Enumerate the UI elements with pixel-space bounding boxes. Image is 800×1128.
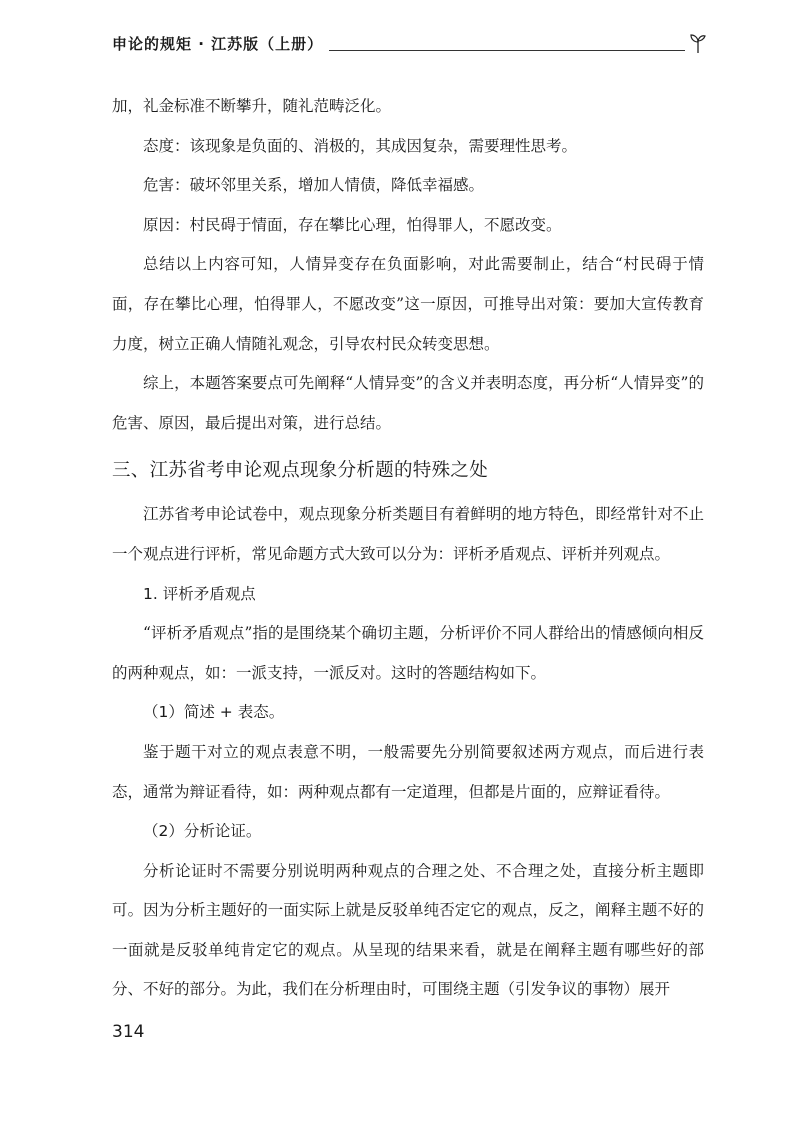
page-number: 314	[112, 1022, 145, 1042]
sprout-icon	[689, 32, 707, 54]
running-header	[112, 28, 707, 54]
header-rule	[329, 50, 685, 51]
paragraph-stance: 鉴于题干对立的观点表意不明，一般需要先分别简要叙述两方观点，而后进行表态，通常为辩证看待，如：两种观点都有一定道理，但都是片面的，应辩证看待。	[112, 742, 704, 801]
paragraph-continuation: 加，礼金标准不断攀升，随礼范畴泛化。	[112, 97, 392, 115]
running-title: 申论的规矩 · 江苏版（上册）	[112, 35, 324, 53]
paragraph-summary: 总结以上内容可知，人情异变存在负面影响，对此需要制止，结合“村民碍于情面，存在攀比心理，怕得罪人，不愿改变”这一原因，可推导出对策：要加大宣传教育力度，树立正确人情随礼观念，引导农村民众转变思想。	[112, 255, 704, 353]
paragraph-cause: 原因：村民碍于情面，存在攀比心理，怕得罪人，不愿改变。	[143, 215, 562, 234]
list-item-analysis: （2）分析论证。	[143, 822, 262, 841]
body-text	[112, 87, 704, 1010]
paragraph-intro: 江苏省考申论试卷中，观点现象分析类题目有着鲜明的地方特色，即经常针对不止一个观点进行评析，常见命题方式大致可以分为：评析矛盾观点、评析并列观点。	[112, 505, 704, 563]
section-heading: 三、江苏省考申论观点现象分析题的特殊之处	[112, 460, 489, 482]
list-item-summary-stance: （1）简述 + 表态。	[143, 703, 285, 722]
paragraph-attitude: 态度：该现象是负面的、消极的，其成因复杂，需要理性思考。	[143, 136, 578, 155]
paragraph-analysis: 分析论证时不需要分别说明两种观点的合理之处、不合理之处，直接分析主题即可。因为分析主题好的一面实际上就是反驳单纯否定它的观点，反之，阐释主题不好的一面就是反驳单纯肯定它的观点。从呈现的结果来看，就是在阐释主题有哪些好的部分、不好的部分。为此，我们在分析理由时，可围绕主题（引发争议的事物）展开	[112, 861, 704, 999]
paragraph-conclusion: 综上，本题答案要点可先阐释“人情异变”的含义并表明态度，再分析“人情异变”的危害、原因，最后提出对策，进行总结。	[112, 374, 704, 432]
paragraph-definition: “评析矛盾观点”指的是围绕某个确切主题，分析评价不同人群给出的情感倾向相反的两种观点，如：一派支持，一派反对。这时的答题结构如下。	[112, 624, 704, 682]
subheading-contradictory-views: 1. 评析矛盾观点	[143, 584, 256, 603]
paragraph-harm: 危害：破坏邻里关系，增加人情债，降低幸福感。	[143, 176, 485, 195]
